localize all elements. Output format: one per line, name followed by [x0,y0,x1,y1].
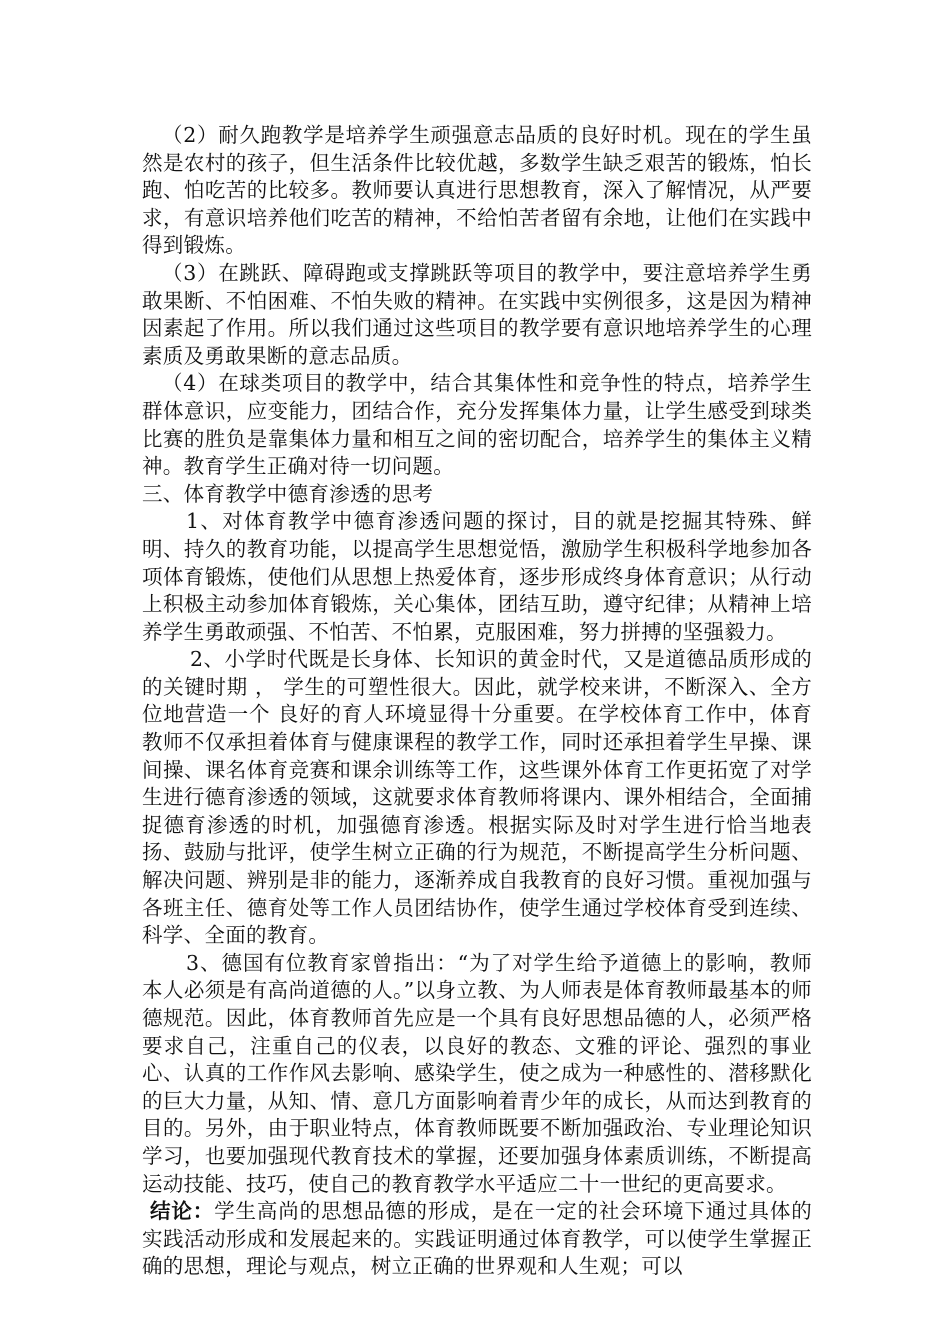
conclusion-text: 学生高尚的思想品德的形成，是在一定的社会环境下通过具体的实践活动形成和发展起来的。实践证明通过体育教学，可以使学生掌握正确的思想，理论与观点，树立正确的世界观和人生观；可以 [142,1199,812,1279]
conclusion-label: 结论： [150,1199,215,1224]
conclusion-paragraph [142,1198,812,1281]
section3-item-1: 1、对体育教学中德育渗透问题的探讨，目的就是挖掘其特殊、鲜明、持久的教育功能，以提高学生思想觉悟，激励学生积极科学地参加各项体育锻炼，使他们从思想上热爱体育，逐步形成终身体育意识；从行动上积极主动参加体育锻炼，关心集体，团结互助，遵守纪律；从精神上培养学生勇敢顽强、不怕苦、不怕累，克服困难，努力拼搏的坚强毅力。 [142,509,812,644]
paragraph-endurance-run: （2）耐久跑教学是培养学生顽强意志品质的良好时机。现在的学生虽然是农村的孩子，但生活条件比较优越，多数学生缺乏艰苦的锻炼，怕长跑、怕吃苦的比较多。教师要认真进行思想教育，深入了解情况，从严要求，有意识培养他们吃苦的精神，不给怕苦者留有余地，让他们在实践中得到锻炼。 [142,123,812,258]
section-heading-3: 三、体育教学中德育渗透的思考 [142,481,434,506]
paragraph-jumping: （3）在跳跃、障碍跑或支撑跳跃等项目的教学中，要注意培养学生勇敢果断、不怕困难、不怕失败的精神。在实践中实例很多，这是因为精神因素起了作用。所以我们通过这些项目的教学要有意识地培养学生的心理素质及勇敢果断的意志品质。 [142,260,812,368]
document-page [142,122,812,1281]
paragraph-ball-games: （4）在球类项目的教学中，结合其集体性和竞争性的特点，培养学生群体意识，应变能力，团结合作，充分发挥集体力量，让学生感受到球类比赛的胜负是靠集体力量和相互之间的密切配合，培养学生的集体主义精神。教育学生正确对待一切问题。 [142,371,812,479]
section3-item-3: 3、德国有位教育家曾指出：“为了对学生给予道德上的影响，教师本人必须是有高尚道德的人。”以身立教、为人师表是体育教师最基本的师德规范。因此，体育教师首先应是一个具有良好思想品德的人，必须严格要求自己，注重自己的仪表，以良好的教态、文雅的评论、强烈的事业心、认真的工作作风去影响、感染学生，使之成为一种感性的、潜移默化的巨大力量，从知、情、意几方面影响着青少年的成长，从而达到教育的目的。另外，由于职业特点，体育教师既要不断加强政治、专业理论知识学习，也要加强现代教育技术的掌握，还要加强身体素质训练，不断提高运动技能、技巧，使自己的教育教学水平适应二十一世纪的更高要求。 [142,950,812,1196]
section3-item-2: 2、小学时代既是长身体、长知识的黄金时代，又是道德品质形成的的关键时期 ， 学生的可塑性很大。因此，就学校来讲，不断深入、全方位地营造一个 良好的育人环境显得十分重要。在学校体育工作中，体育教师不仅承担着体育与健康课程的教学工作，同时还承担着学生早操、课间操、课名体育竞赛和课余训练等工作，这些课外体育工作更拓宽了对学生进行德育渗透的领域，这就要求体育教师将课内、课外相结合，全面捕捉德育渗透的时机，加强德育渗透。根据实际及时对学生进行恰当地表扬、鼓励与批评，使学生树立正确的行为规范，不断提高学生分析问题、解决问题、辨别是非的能力，逐渐养成自我教育的良好习惯。重视加强与各班主任、德育处等工作人员团结协作，使学生通过学校体育受到连续、科学、全面的教育。 [142,647,812,948]
